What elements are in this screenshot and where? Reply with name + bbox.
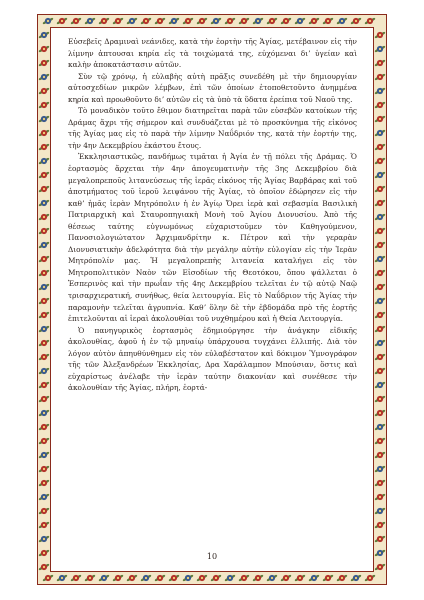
paragraph: Ὁ πανηγυρικὸς ἑορτασμὸς ἐδημιούργησε τὴν ἀνάγκην εἰδικῆς ἀκολουθίας, ἀφοῦ ἡ ἐν τῷ μηναίῳ ὑπάρχουσα τυγχάνει ἐλλιπής. Διὰ τὸν λόγον αὐτὸν ἀπηυθύνθημεν εἰς τὸν εὐλαβέστατον καὶ δόκιμον Ὑμνογράφον τῆς τῶν Ἀλεξανδρέων Ἐκκλησίας, Δρα Χαράλαμπον Μπούσιαν, ὅστις καὶ εὐχαρίστως ἀνέλαβε τὴν ἱερὰν ταύτην διακονίαν καὶ συνέθεσε τὴν ἀκολουθίαν τῆς Ἁγίας, πλήρη, ἑορτά-	[68, 325, 357, 393]
flower-center-icon	[379, 566, 381, 568]
flower-center-icon	[47, 20, 49, 22]
flower-center-icon	[43, 258, 45, 260]
flower-center-icon	[43, 188, 45, 190]
flower-center-icon	[43, 76, 45, 78]
flower-center-icon	[43, 230, 45, 232]
flower-center-icon	[327, 577, 329, 579]
flower-center-icon	[379, 426, 381, 428]
flower-center-icon	[379, 538, 381, 540]
flower-center-icon	[43, 48, 45, 50]
flower-center-icon	[379, 76, 381, 78]
flower-center-icon	[229, 20, 231, 22]
paragraph: Σὺν τῷ χρόνῳ, ἡ εὐλαβὴς αὐτὴ πρᾶξις συνεδέθη μὲ τὴν δημιουργίαν αὐτοσχεδίων μικρῶν λέμβων, ἐπὶ τῶν ὁποίων ἐτοποθετοῦντο ἀνημμένα κηρία καὶ προωθοῦντο διʼ αὐτῶν εἰς τὰ ὑπὸ τὰ ὕδατα ἐρείπια τοῦ Ναοῦ της.	[68, 71, 357, 104]
flower-center-icon	[173, 577, 175, 579]
flower-center-icon	[379, 482, 381, 484]
flower-center-icon	[379, 188, 381, 190]
flower-center-icon	[379, 384, 381, 386]
flower-center-icon	[131, 577, 133, 579]
flower-center-icon	[327, 20, 329, 22]
flower-center-icon	[173, 20, 175, 22]
flower-center-icon	[355, 20, 357, 22]
flower-center-icon	[43, 468, 45, 470]
flower-center-icon	[379, 398, 381, 400]
flower-center-icon	[369, 577, 371, 579]
flower-center-icon	[271, 577, 273, 579]
flower-center-icon	[379, 328, 381, 330]
flower-center-icon	[341, 577, 343, 579]
flower-center-icon	[187, 20, 189, 22]
flower-center-icon	[379, 454, 381, 456]
flower-center-icon	[379, 244, 381, 246]
flower-center-icon	[43, 118, 45, 120]
flower-center-icon	[43, 244, 45, 246]
flower-center-icon	[379, 524, 381, 526]
flower-center-icon	[201, 577, 203, 579]
flower-center-icon	[43, 160, 45, 162]
flower-center-icon	[43, 104, 45, 106]
flower-center-icon	[43, 174, 45, 176]
flower-center-icon	[43, 300, 45, 302]
flower-center-icon	[89, 577, 91, 579]
flower-center-icon	[201, 20, 203, 22]
flower-center-icon	[379, 48, 381, 50]
flower-center-icon	[43, 426, 45, 428]
flower-center-icon	[43, 356, 45, 358]
flower-center-icon	[379, 272, 381, 274]
flower-center-icon	[103, 577, 105, 579]
flower-center-icon	[379, 496, 381, 498]
flower-center-icon	[379, 286, 381, 288]
flower-center-icon	[369, 20, 371, 22]
flower-center-icon	[187, 577, 189, 579]
flower-center-icon	[159, 577, 161, 579]
flower-center-icon	[117, 20, 119, 22]
flower-center-icon	[379, 90, 381, 92]
flower-center-icon	[299, 20, 301, 22]
flower-center-icon	[43, 272, 45, 274]
flower-center-icon	[43, 314, 45, 316]
flower-center-icon	[43, 370, 45, 372]
flower-center-icon	[379, 132, 381, 134]
flower-center-icon	[43, 328, 45, 330]
flower-center-icon	[229, 577, 231, 579]
flower-center-icon	[117, 577, 119, 579]
flower-center-icon	[43, 566, 45, 568]
flower-center-icon	[379, 412, 381, 414]
flower-center-icon	[61, 577, 63, 579]
flower-center-icon	[379, 258, 381, 260]
flower-center-icon	[43, 34, 45, 36]
flower-center-icon	[299, 577, 301, 579]
flower-center-icon	[43, 342, 45, 344]
flower-center-icon	[379, 174, 381, 176]
flower-center-icon	[355, 577, 357, 579]
flower-center-icon	[215, 577, 217, 579]
flower-center-icon	[43, 398, 45, 400]
paragraph: Εὐσεβεῖς Δραμιναὶ νεάνιδες, κατὰ τὴν ἑορτὴν τῆς Ἁγίας, μετέβαινον εἰς τὴν λίμνην ἀπτουσαι κηρία εἰς τὰ τοιχώματά της, εὐχόμεναι διʼ ὑγείαν καὶ καλὴν ἀποκατάστασιν αὐτῶν.	[68, 37, 357, 70]
flower-center-icon	[43, 454, 45, 456]
flower-center-icon	[379, 300, 381, 302]
flower-center-icon	[103, 20, 105, 22]
flower-center-icon	[285, 20, 287, 22]
flower-center-icon	[215, 20, 217, 22]
paragraph: Ἐκκλησιαστικῶς, πανδήμως τιμᾶται ἡ Ἁγία ἐν τῇ πόλει τῆς Δράμας. Ὁ ἑορτασμὸς ἄρχεται τὴν 4ην ἀπογευματινὴν τῆς 3ης Δεκεμβρίου διὰ μεγαλοπρεποῦς λιτανεύσεως τῆς ἱερᾶς εἰκόνος τῆς Ἁγίας Βαρβάρας καὶ τοῦ ἀποτμήματος τοῦ ἱεροῦ λειψάνου τῆς Ἁγίας, τὸ ὁποῖον ἐδώρησεν εἰς τὴν καθʼ ἡμᾶς ἱερὰν Μητρόπολιν ἡ ἐν Ἁγίῳ Ὄρει ἱερὰ καὶ σεβασμία Βασιλικὴ Πατριαρχικὴ καὶ Σταυροπηγιακὴ Μονὴ τοῦ Ἁγίου Διονυσίου. Ἀπὸ τῆς θέσεως ταύτης εὐγνωμόνως εὐχαριστοῦμεν τὸν Καθηγούμενον, Πανοσιολογιώτατον Ἀρχιμανδρίτην κ. Πέτρον καὶ τὴν γεραρὰν Διονυσιατικὴν ἀδελφότητα διὰ τὴν μεγάλην αὐτὴν εὐλογίαν εἰς τὴν Ἱερὰν Μητρόπολίν μας. Ἡ μεγαλοπρεπὴς λιτανεία καταλήγει εἰς τὸν Μητροπολιτικὸν Ναὸν τῶν Εἰσοδίων τῆς Θεοτόκου, ὅπου ψάλλεται ὁ Ἑσπερινὸς καὶ τὴν πρωΐαν τῆς 4ης Δεκεμβρίου τελεῖται ἐν τῷ αὐτῷ Ναῷ τρισαρχιερατική, συνήθως, θεία λειτουργία. Εἰς τὸ Ναΰδριον τῆς Ἁγίας τὴν παραμονὴν τελεῖται ἀγρυπνία. Καθʼ ὅλην δὲ τὴν ἑβδομάδα πρὸ τῆς ἑορτῆς ἐπιτελοῦνται αἱ ἱεραὶ ἀκολουθίαι τοῦ νυχθημέρου καὶ ἡ Θεία Λειτουργία.	[68, 152, 357, 324]
paragraph: Τὸ μοναδικὸν τοῦτο ἔθιμον διατηρεῖται παρὰ τῶν εὐσεβῶν κατοίκων τῆς Δράμας ἄχρι τῆς σήμερον καὶ συνδυάζεται μὲ τὸ προσκύνημα τῆς εἰκόνος τῆς Ἁγίας μας εἰς τὸ παρὰ τὴν λίμνην Ναΰδριόν της, κατὰ τὴν ἑορτήν της, τὴν 4ην Δεκεμβρίου ἑκάστου ἔτους.	[68, 106, 357, 150]
flower-center-icon	[43, 202, 45, 204]
flower-center-icon	[75, 20, 77, 22]
flower-center-icon	[379, 342, 381, 344]
flower-center-icon	[145, 20, 147, 22]
flower-center-icon	[341, 20, 343, 22]
flower-center-icon	[379, 230, 381, 232]
flower-center-icon	[379, 510, 381, 512]
flower-center-icon	[243, 577, 245, 579]
flower-center-icon	[379, 314, 381, 316]
flower-center-icon	[243, 20, 245, 22]
flower-center-icon	[43, 216, 45, 218]
flower-center-icon	[379, 62, 381, 64]
flower-center-icon	[145, 577, 147, 579]
flower-center-icon	[89, 20, 91, 22]
flower-center-icon	[159, 20, 161, 22]
flower-center-icon	[61, 20, 63, 22]
flower-center-icon	[257, 577, 259, 579]
flower-center-icon	[313, 20, 315, 22]
flower-center-icon	[43, 482, 45, 484]
flower-center-icon	[379, 118, 381, 120]
flower-center-icon	[379, 440, 381, 442]
flower-center-icon	[257, 20, 259, 22]
flower-center-icon	[131, 20, 133, 22]
flower-center-icon	[271, 20, 273, 22]
flower-center-icon	[379, 216, 381, 218]
flower-center-icon	[43, 538, 45, 540]
flower-center-icon	[43, 132, 45, 134]
flower-center-icon	[379, 146, 381, 148]
flower-center-icon	[379, 370, 381, 372]
flower-center-icon	[75, 577, 77, 579]
flower-center-icon	[43, 62, 45, 64]
flower-center-icon	[379, 160, 381, 162]
flower-center-icon	[379, 356, 381, 358]
flower-center-icon	[43, 146, 45, 148]
flower-center-icon	[43, 286, 45, 288]
flower-center-icon	[379, 468, 381, 470]
flower-center-icon	[313, 577, 315, 579]
body-text	[68, 36, 357, 546]
flower-center-icon	[379, 202, 381, 204]
flower-center-icon	[47, 577, 49, 579]
flower-center-icon	[43, 90, 45, 92]
flower-center-icon	[43, 510, 45, 512]
flower-center-icon	[43, 524, 45, 526]
flower-center-icon	[285, 577, 287, 579]
flower-center-icon	[43, 440, 45, 442]
flower-center-icon	[379, 104, 381, 106]
flower-center-icon	[379, 34, 381, 36]
flower-center-icon	[43, 412, 45, 414]
flower-center-icon	[43, 496, 45, 498]
page-number: 10	[206, 552, 218, 561]
flower-center-icon	[43, 384, 45, 386]
